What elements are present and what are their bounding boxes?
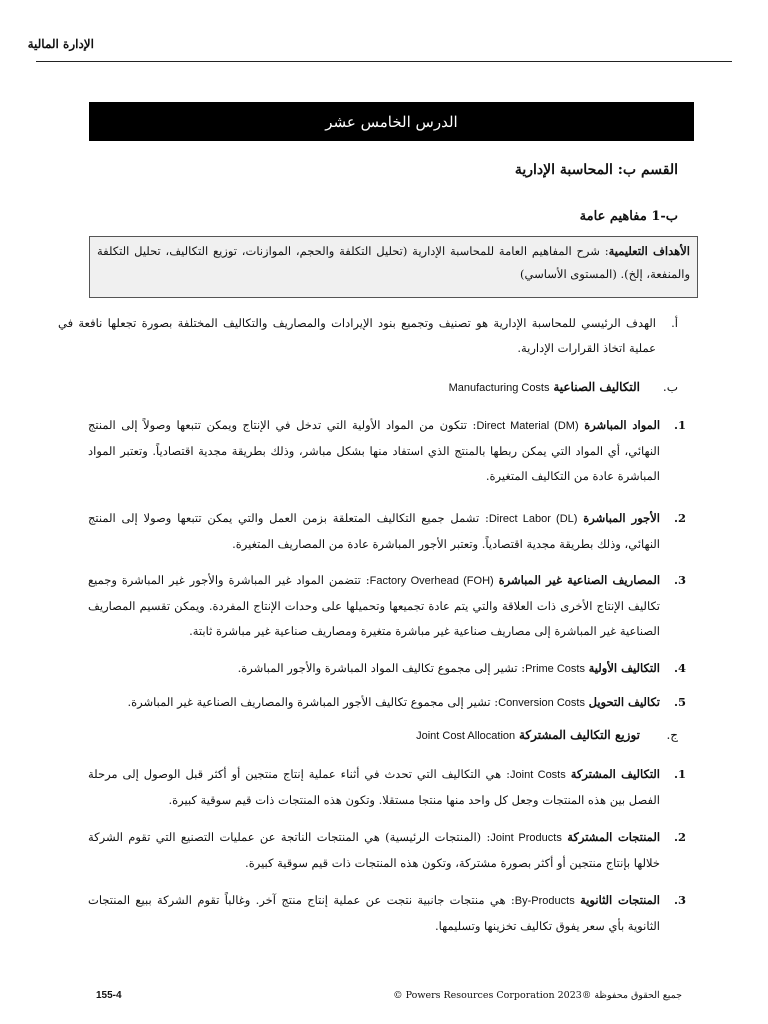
list-item-text: : تشمل جميع التكاليف المتعلقة بزمن العمل والتي يمكن تتبعها وصولا إلى المنتج النهائي، وذلك بطريقة مجدية اقتصادياً. وتعتبر الأجور المباشرة عادة من المصاريف المتغيرة. [88,511,660,551]
list-item-text: : هي التكاليف التي تحدث في أثناء عملية إنتاج منتجين أو أكثر قبل الوصول إلى مرحلة الفصل بين هذه المنتجات وجعل كل واحد منها منتجا مستقلا. وتكون هذه المنتجات ذات قيم سوقية كبيرة. [88,767,660,807]
list-item-term-en: Prime Costs [525,663,585,675]
list-item [88,506,686,557]
list-item-term: الأجور المباشرة [583,511,660,525]
list-item-number: 5. [673,695,686,709]
objectives-label: الأهداف التعليمية [608,244,690,258]
list-item [88,762,686,813]
list-item-term-en: Conversion Costs [498,697,585,709]
heading-b-title-en: Manufacturing Costs [448,382,550,394]
paragraph-a-text: الهدف الرئيسي للمحاسبة الإدارية هو تصنيف وتجميع بنود الإيرادات والمصاريف والتكاليف المختلفة بصورة تجعلها نافعة في عملية اتخاذ القرارات الإدارية. [58,316,656,355]
page-number: 155-4 [96,990,122,1001]
learning-objectives-box [89,236,698,298]
list-item-term: المنتجات المشتركة [567,830,661,844]
list-item-term: تكاليف التحويل [588,695,660,709]
list-item-term-en: By-Products [514,895,575,907]
lesson-banner: الدرس الخامس عشر [89,102,694,141]
list-item-term: المصاريف الصناعية غير المباشرة [498,573,661,587]
list-item-number: 4. [673,661,686,675]
list-item-term-en: Direct Labor (DL) [488,513,578,525]
list-item-number: 3. [673,893,686,907]
copyright-notice: جميع الحقوق محفوظة ®Powers Resources Corporation 2023 © [393,990,682,1001]
list-item-term: التكاليف المشتركة [570,767,660,781]
subsection-title: ب-1 مفاهيم عامة [579,209,678,224]
list-item [88,825,686,876]
list-item-term-en: Factory Overhead (FOH) [369,575,494,587]
list-item [88,656,686,682]
paragraph-a [58,311,678,361]
heading-c-marker: ج. [666,728,678,742]
running-head: الإدارة المالية [27,37,94,51]
list-item [88,690,686,716]
list-item-text: : هي منتجات جانبية نتجت عن عملية إنتاج منتج آخر. وغالباً تقوم الشركة ببيع المنتجات الثانوية بأي سعر يفوق تكاليف تخزينها وتسليمها. [88,893,660,933]
list-item-text: : تتضمن المواد غير المباشرة والأجور غير المباشرة وجميع تكاليف الإنتاج الأخرى ذات العلاقة والتي يتم عادة تجميعها وتحميلها على وحدات الإنتاج المفردة. ويمكن تقسيم المصاريف الصناعية غير المباشرة إلى مصاريف صناعية غير مباشرة متغيرة ومصاريف صناعية غير مباشرة ثابتة. [88,573,660,638]
list-item-term: المواد المباشرة [584,418,661,432]
list-item-text: : تشير إلى مجموع تكاليف الأجور المباشرة والمصاريف الصناعية غير المباشرة. [127,695,499,709]
list-item-term-en: Joint Costs [510,769,566,781]
list-item-number: 1. [673,418,686,432]
list-item-text: : (المنتجات الرئيسية) هي المنتجات الناتجة عن عمليات التصنيع التي تقوم الشركة خلالها بإنتاج منتجين أو أكثر بصورة مشتركة، وتكون هذه المنتجات ذات قيم سوقية كبيرة. [88,830,660,870]
list-item [88,413,686,489]
heading-c-title: توزيع التكاليف المشتركة [518,728,640,742]
list-item-number: 3. [673,573,686,587]
list-item-number: 1. [673,767,686,781]
list-item [88,568,686,644]
list-item [88,888,686,939]
heading-c [416,728,678,742]
heading-b [449,380,678,394]
header-rule [36,61,732,62]
heading-c-title-en: Joint Cost Allocation [416,730,516,742]
list-item-term: التكاليف الأولية [588,661,660,675]
list-item-text: : تتكون من المواد الأولية التي تدخل في الإنتاج ويمكن تتبعها وصولاً إلى المنتج النهائي، أي المواد التي يمكن ربطها بالمنتج الذي استفاد منها بشكل مباشر، وذلك بطريقة مجدية اقتصادياً. وتعتبر المواد المباشرة عادة من التكاليف المتغيرة. [88,418,660,483]
list-item-number: 2. [673,830,686,844]
list-item-term: المنتجات الثانوية [580,893,660,907]
objectives-text: : شرح المفاهيم العامة للمحاسبة الإدارية (تحليل التكلفة والحجم، الموازنات، توزيع التكاليف، تحليل التكلفة والمنفعة، إلخ). (المستوى الأساسي) [97,244,690,281]
paragraph-a-marker: أ. [671,316,678,330]
list-item-text: : تشير إلى مجموع تكاليف المواد المباشرة والأجور المباشرة. [237,661,526,675]
heading-b-marker: ب. [662,380,678,394]
list-item-number: 2. [673,511,686,525]
heading-b-title: التكاليف الصناعية [553,380,640,394]
list-item-term-en: Joint Products [490,832,562,844]
list-item-term-en: Direct Material (DM) [476,420,579,432]
section-title: القسم ب: المحاسبة الإدارية [514,162,678,178]
